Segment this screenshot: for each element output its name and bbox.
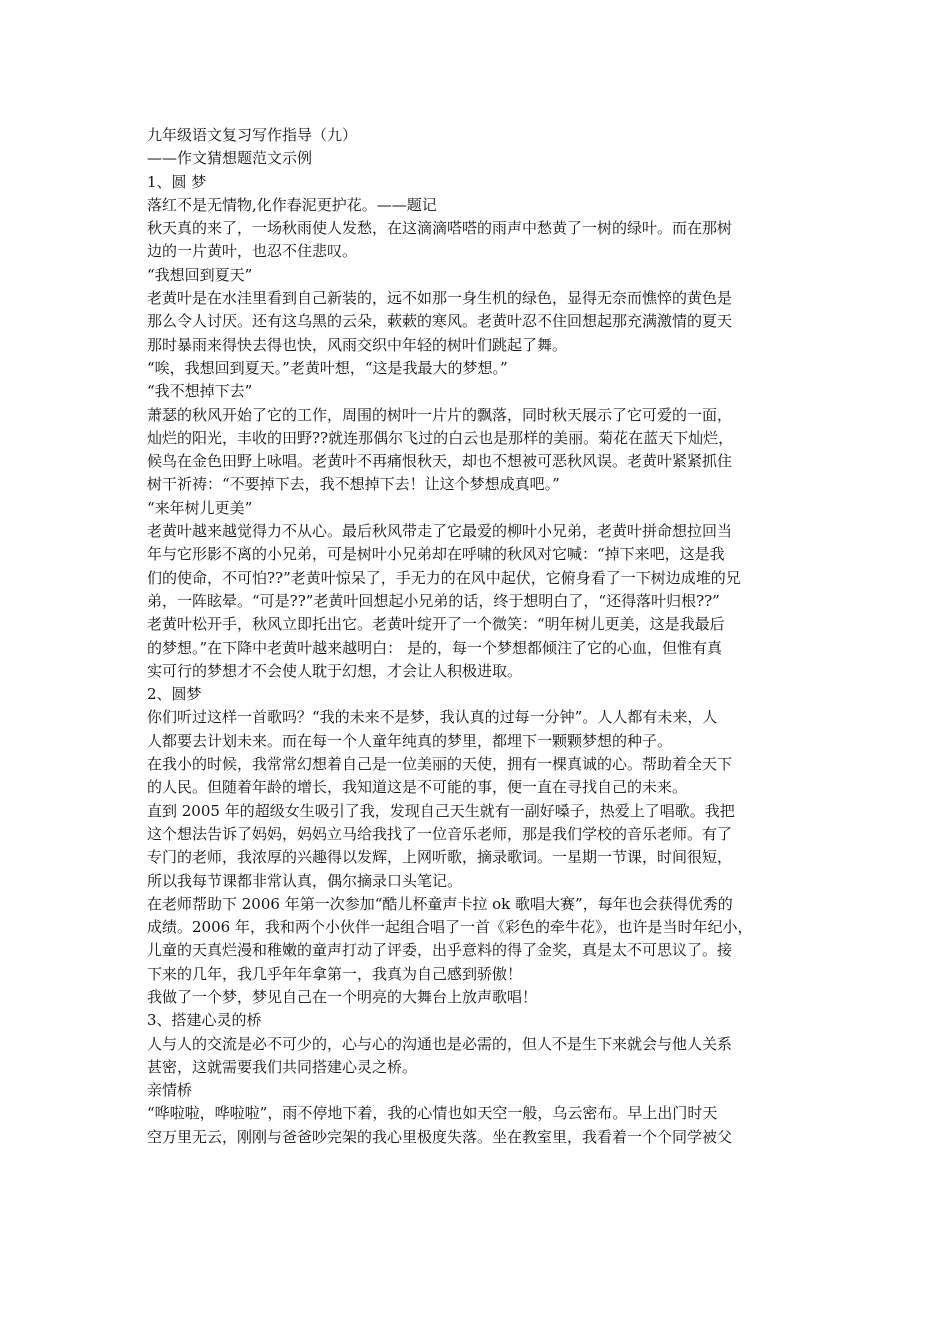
text-line: 那时暴雨来得快去得也快，风雨交织中年轻的树叶们跳起了舞。: [147, 335, 568, 354]
text-line: 所以我每节课都非常认真，偶尔摘录口头笔记。: [147, 871, 463, 890]
text-line: 直到 2005 年的超级女生吸引了我，发现自己天生就有一副好嗓子，热爱上了唱歌。我把: [147, 801, 735, 820]
doc-title: 九年级语文复习写作指导（九）: [147, 126, 358, 144]
text-line: 在我小的时候，我常常幻想着自己是一位美丽的天使，拥有一棵真诚的心。帮助着全天下: [147, 755, 733, 774]
subheading: “来年树儿更美”: [147, 498, 253, 517]
text-line: “哗啦啦，哗啦啦”，雨不停地下着，我的心情也如天空一般，乌云密布。早上出门时天: [147, 1104, 718, 1123]
subheading: “我想回到夏天”: [147, 265, 253, 284]
text-line: 们的使命，不可怕??”老黄叶惊呆了，手无力的在风中起伏，它俯身看了一下树边成堆的兄: [147, 568, 741, 587]
text-line: 我做了一个梦，梦见自己在一个明亮的大舞台上放声歌唱！: [147, 987, 538, 1006]
text-line: 老黄叶松开手，秋风立即托出它。老黄叶绽开了一个微笑：“明年树儿更美，这是我最后: [147, 615, 725, 634]
text-line: 老黄叶越来越觉得力不从心。最后秋风带走了它最爱的柳叶小兄弟，老黄叶拼命想拉回当: [147, 522, 733, 541]
text-line: 空万里无云，刚刚与爸爸吵完架的我心里极度失落。坐在教室里，我看着一个个同学被父: [147, 1127, 733, 1146]
text-line: 弟，一阵眩晕。“可是??”老黄叶回想起小兄弟的话，终于想明白了，“还得落叶归根??”: [147, 591, 720, 610]
text-line: 候鸟在金色田野上咏唱。老黄叶不再痛恨秋天，却也不想被可恶秋风误。老黄叶紧紧抓住: [147, 452, 733, 471]
epigraph: 落红不是无情物,化作春泥更护花。——题记: [147, 195, 437, 214]
text-line: 的梦想。”在下降中老黄叶越来越明白： 是的，每一个梦想都倾注了它的心血，但惟有真: [147, 638, 722, 657]
text-line: “唉，我想回到夏天。”老黄叶想，“这是我最大的梦想。”: [147, 358, 508, 377]
subheading: 亲情桥: [147, 1081, 193, 1100]
text-line: 下来的几年，我几乎年年拿第一，我真为自己感到骄傲！: [147, 964, 523, 983]
text-line: 那么令人讨厌。还有这乌黑的云朵，蔌蔌的寒风。老黄叶忍不住回想起那充满激情的夏天: [147, 312, 733, 331]
text-line: 甚密，这就需要我们共同搭建心灵之桥。: [147, 1057, 418, 1076]
text-line: 年与它形影不离的小兄弟，可是树叶小兄弟却在呼啸的秋风对它喊：“掉下来吧，这是我: [147, 545, 725, 564]
section-heading: 3、搭建心灵的桥: [147, 1011, 262, 1030]
text-line: 边的一片黄叶，也忍不住悲叹。: [147, 242, 358, 261]
text-line: 实可行的梦想才不会使人耽于幻想，才会让人积极进取。: [147, 661, 523, 680]
text-line: 灿烂的阳光，丰收的田野??就连那偶尔飞过的白云也是那样的美丽。菊花在蓝天下灿烂，: [147, 428, 734, 447]
document-page: [147, 124, 813, 1149]
doc-subtitle: ——作文猜想题范文示例: [147, 149, 313, 168]
section-heading: 1、圆 梦: [147, 172, 207, 191]
text-line: 树干祈祷：“不要掉下去，我不想掉下去！让这个梦想成真吧。”: [147, 475, 560, 494]
section-heading: 2、圆梦: [147, 685, 202, 704]
text-line: 专门的老师，我浓厚的兴趣得以发辉，上网听歌，摘录歌词。一星期一节课，时间很短，: [147, 848, 733, 867]
text-line: 成绩。2006 年，我和两个小伙伴一起组合唱了一首《彩色的牵牛花》，也许是当时年纪小，: [147, 918, 753, 937]
text-line: 在老师帮助下 2006 年第一次参加“酷儿杯童声卡拉 ok 歌唱大赛”，每年也会获得优秀的: [147, 894, 733, 913]
text-line: 人都要去计划未来。而在每一个人童年纯真的梦里，都埋下一颗颗梦想的种子。: [147, 731, 673, 750]
text-line: 人与人的交流是必不可少的，心与心的沟通也是必需的，但人不是生下来就会与他人关系: [147, 1034, 733, 1053]
text-line: 这个想法告诉了妈妈，妈妈立马给我找了一位音乐老师，那是我们学校的音乐老师。有了: [147, 824, 733, 843]
subheading: “我不想掉下去”: [147, 382, 253, 401]
text-line: 秋天真的来了，一场秋雨使人发愁，在这滴滴嗒嗒的雨声中愁黄了一树的绿叶。而在那树: [147, 219, 733, 238]
text-line: 老黄叶是在水洼里看到自己新装的，远不如那一身生机的绿色，显得无奈而憔悴的黄色是: [147, 289, 733, 308]
text-line: 你们听过这样一首歌吗？“我的未来不是梦，我认真的过每一分钟”。人人都有未来，人: [147, 708, 718, 727]
text-line: 的人民。但随着年龄的增长，我知道这是不可能的事，便一直在寻找自己的未来。: [147, 778, 688, 797]
text-line: 儿童的天真烂漫和稚嫩的童声打动了评委，出乎意料的得了金奖，真是太不可思议了。接: [147, 941, 733, 960]
text-line: 萧瑟的秋风开始了它的工作，周围的树叶一片片的飘落，同时秋天展示了它可爱的一面，: [147, 405, 733, 424]
